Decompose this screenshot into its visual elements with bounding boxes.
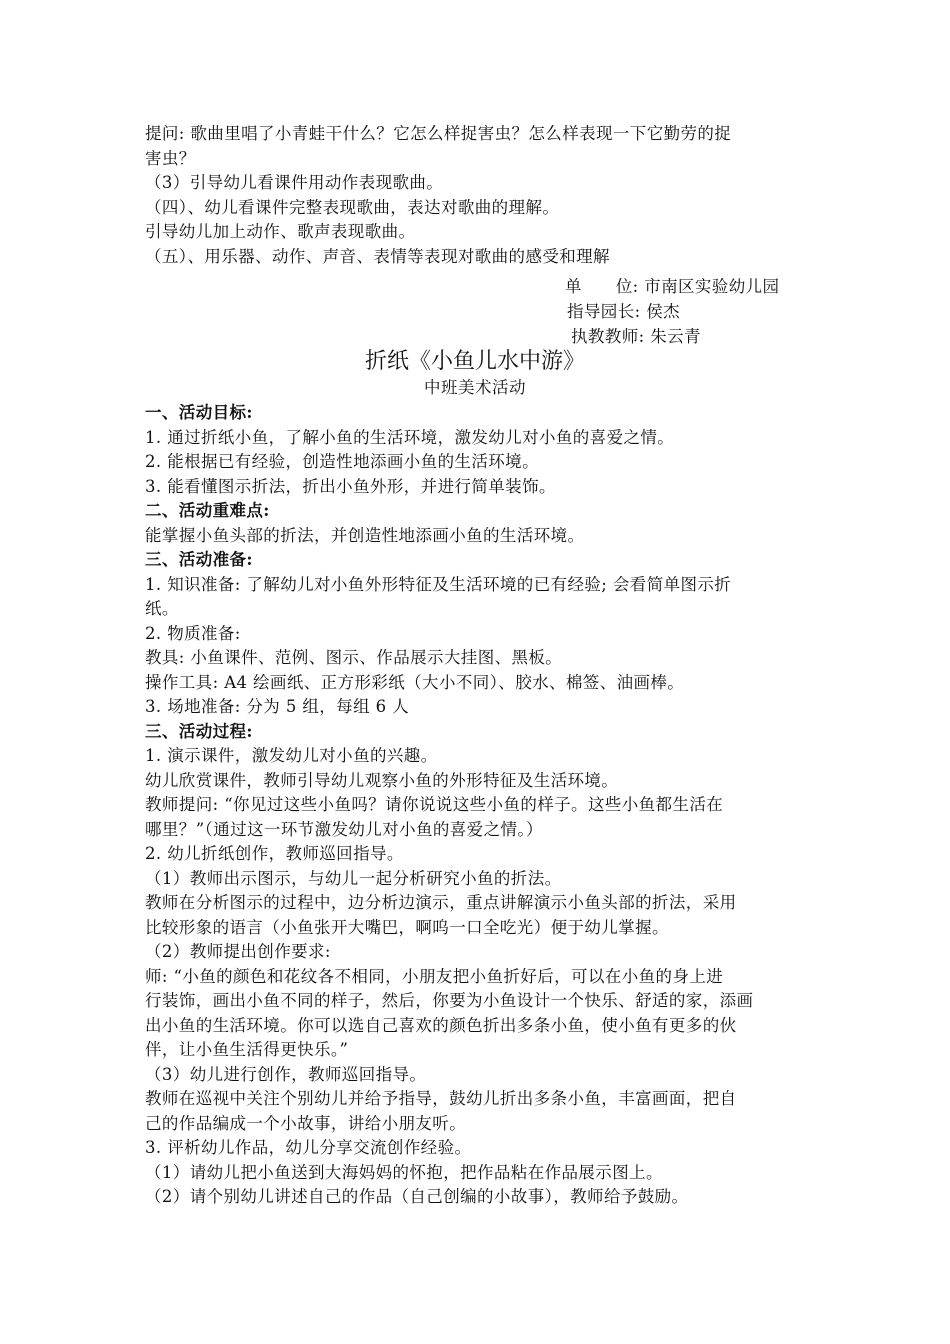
text-line: 教师在分析图示的过程中，边分析边演示，重点讲解演示小鱼头部的折法，采用 — [145, 893, 737, 912]
section-heading: 三、活动准备: — [145, 550, 253, 569]
section-heading: 二、活动重难点: — [145, 501, 270, 520]
text-line: （2）请个别幼儿讲述自己的作品（自己创编的小故事），教师给予鼓励。 — [145, 1187, 689, 1206]
text-line: 纸。 — [145, 599, 179, 618]
text-line: 哪里？”（通过这一环节激发幼儿对小鱼的喜爱之情。） — [145, 819, 543, 839]
text-line: 师: “小鱼的颜色和花纹各不相同，小朋友把小鱼折好后，可以在小鱼的身上进 — [145, 966, 724, 986]
text-line: （1）教师出示图示，与幼儿一起分析研究小鱼的折法。 — [145, 868, 562, 888]
text-line: （2）教师提出创作要求: — [145, 942, 331, 961]
signature-teacher: 执教教师: 朱云青 — [571, 327, 701, 346]
text-line: （3）引导幼儿看课件用动作表现歌曲。 — [145, 173, 444, 192]
text-line: 害虫？ — [145, 148, 196, 168]
text-line: 3. 场地准备: 分为 5 组，每组 6 人 — [145, 697, 410, 716]
text-line: 幼儿欣赏课件，教师引导幼儿观察小鱼的外形特征及生活环境。 — [145, 770, 619, 790]
text-line: 操作工具: A4 绘画纸、正方形彩纸（大小不同）、胶水、棉签、油画棒。 — [145, 672, 685, 692]
text-line: 1. 知识准备: 了解幼儿对小鱼外形特征及生活环境的已有经验; 会看简单图示折 — [145, 574, 732, 594]
document-title: 折纸《小鱼儿水中游》 — [364, 349, 585, 374]
text-line: 教具: 小鱼课件、范例、图示、作品展示大挂图、黑板。 — [145, 648, 563, 667]
signature-unit: 单 位: 市南区实验幼儿园 — [565, 277, 780, 296]
text-line: 己的作品编成一个小故事，讲给小朋友听。 — [145, 1113, 467, 1133]
lesson-content — [145, 401, 810, 1210]
text-line: 3. 评析幼儿作品，幼儿分享交流创作经验。 — [145, 1138, 472, 1157]
text-line: 伴，让小鱼生活得更快乐。” — [145, 1040, 349, 1059]
text-line: 3. 能看懂图示折法，折出小鱼外形，并进行简单装饰。 — [145, 476, 556, 496]
text-line: （3）幼儿进行创作，教师巡回指导。 — [145, 1064, 427, 1084]
text-line: 引导幼儿加上动作、歌声表现歌曲。 — [145, 222, 416, 241]
text-line: 2. 物质准备: — [145, 623, 241, 643]
signature-director: 指导园长: 侯杰 — [567, 302, 681, 321]
document-subtitle: 中班美术活动 — [424, 378, 526, 397]
top-text-block — [145, 122, 810, 269]
text-line: 能掌握小鱼头部的折法，并创造性地添画小鱼的生活环境。 — [145, 525, 585, 545]
text-line: 1. 演示课件，激发幼儿对小鱼的兴趣。 — [145, 746, 438, 765]
text-line: 教师提问: “你见过这些小鱼吗？请你说说这些小鱼的样子。这些小鱼都生活在 — [145, 795, 724, 814]
text-line: （五）、用乐器、动作、声音、表情等表现对歌曲的感受和理解 — [145, 246, 610, 266]
text-line: 2. 幼儿折纸创作，教师巡回指导。 — [145, 844, 404, 863]
text-line: 提问: 歌曲里唱了小青蛙干什么？它怎么样捉害虫？怎么样表现一下它勤劳的捉 — [145, 124, 732, 143]
text-line: 2. 能根据已有经验，创造性地添画小鱼的生活环境。 — [145, 452, 539, 471]
text-line: 比较形象的语言（小鱼张开大嘴巴，啊呜一口全吃光）便于幼儿掌握。 — [145, 917, 669, 937]
text-line: 1. 通过折纸小鱼，了解小鱼的生活环境，激发幼儿对小鱼的喜爱之情。 — [145, 427, 675, 447]
text-line: （四）、幼儿看课件完整表现歌曲，表达对歌曲的理解。 — [145, 197, 560, 217]
text-line: 行装饰，画出小鱼不同的样子，然后，你要为小鱼设计一个快乐、舒适的家，添画 — [145, 991, 754, 1010]
text-line: 出小鱼的生活环境。你可以选自己喜欢的颜色折出多条小鱼，使小鱼有更多的伙 — [145, 1015, 737, 1035]
text-line: （1）请幼儿把小鱼送到大海妈妈的怀抱，把作品粘在作品展示图上。 — [145, 1162, 663, 1182]
text-line: 教师在巡视中关注个别幼儿并给予指导，鼓幼儿折出多条小鱼，丰富画面，把自 — [145, 1089, 737, 1108]
section-heading: 一、活动目标: — [145, 403, 253, 422]
section-heading: 三、活动过程: — [145, 721, 253, 741]
